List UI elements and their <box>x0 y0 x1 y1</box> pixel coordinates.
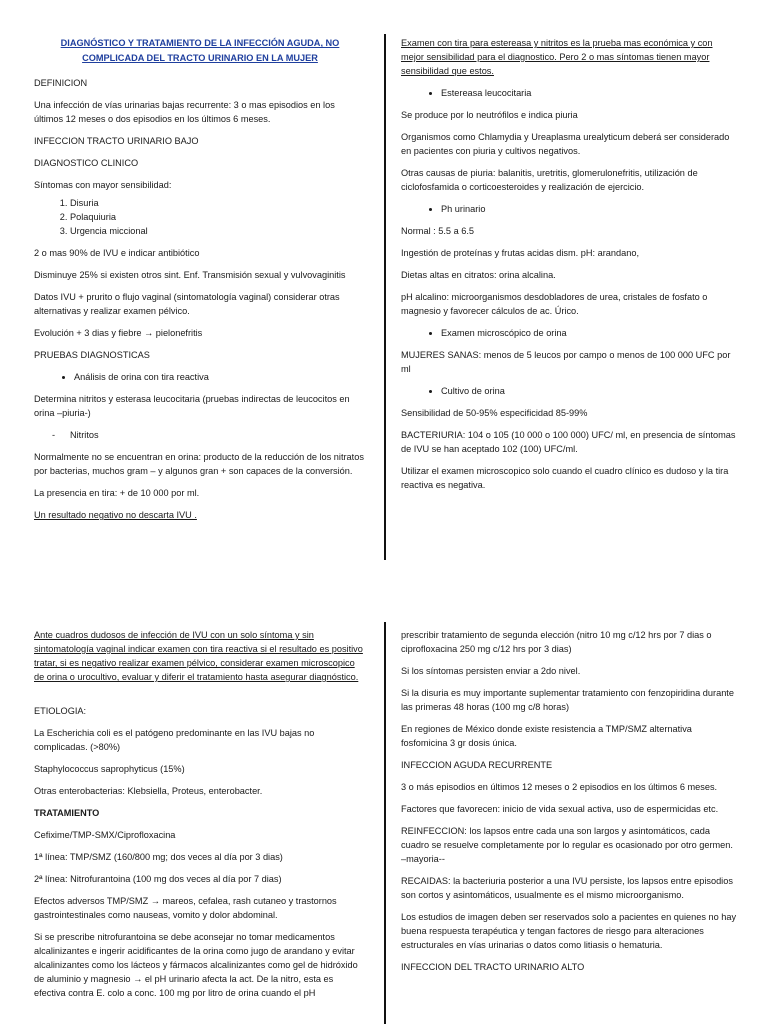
heading-itu-bajo: INFECCION TRACTO URINARIO BAJO <box>34 136 199 146</box>
paragraph: BACTERIURIA: 104 o 105 (10 000 o 100 000) UFC/ ml, en presencia de síntomas de IVU se han aceptado 102 (100) UFC/ml. <box>401 430 736 454</box>
dash-list <box>34 428 366 442</box>
paragraph-underlined: Examen con tira para estereasa y nitritos es la prueba mas económica y con mejor sensibilidad para el diagnostico. Pero 2 o mas síntomas tienen mayor sensibilidad que estos. <box>401 38 713 76</box>
page-2 <box>0 600 768 1024</box>
page-1-left-column <box>34 36 366 530</box>
paragraph: Los estudios de imagen deben ser reservados solo a pacientes en quienes no hay buena respuesta terapéutica y tengan factores de riesgo para alteraciones estructurales en vías urinarias o datos como litiasis o hematuria. <box>401 912 737 950</box>
bullet-list <box>401 202 737 216</box>
paragraph: Disminuye 25% si existen otros sint. Enf. Transmisión sexual y vulvovaginitis <box>34 270 346 280</box>
bullet-list <box>401 384 737 398</box>
paragraph: Datos IVU + prurito o flujo vaginal (sintomatología vaginal) considerar otras alternativas y realizar examen pélvico. <box>34 292 340 316</box>
paragraph: Efectos adversos TMP/SMZ → mareos, cefalea, rash cutaneo y trastornos gastrointestinales como nauseas, vomito y dolor abdominal. <box>34 896 337 920</box>
paragraph: Una infección de vías urinarias bajas recurrente: 3 o mas episodios en los últimos 12 meses o dos episodios en los últimos 6 meses. <box>34 100 335 124</box>
paragraph: Se produce por lo neutrófilos e indica piuria <box>401 110 578 120</box>
heading-tratamiento: TRATAMIENTO <box>34 808 100 818</box>
paragraph: Cefixime/TMP-SMX/Ciprofloxacina <box>34 830 176 840</box>
bullet-list <box>401 86 737 100</box>
paragraph-underlined: Ante cuadros dudosos de infección de IVU con un solo síntoma y sin sintomatología vaginal indicar examen con tira reactiva si el resultado es positivo tratar, si es negativo realizar examen pélvico, considerar examen microscopico de orina o urocultivo, evaluar y diferir el tratamiento hasta asegurar diagnóstico. <box>34 630 363 682</box>
paragraph: Dietas altas en citratos: orina alcalina. <box>401 270 556 280</box>
column-divider <box>384 622 386 1024</box>
paragraph: 2 o mas 90% de IVU e indicar antibiótico <box>34 248 200 258</box>
paragraph: La presencia en tira: + de 10 000 por ml. <box>34 488 200 498</box>
paragraph: Organismos como Chlamydia y Ureaplasma urealyticum deberá ser considerado en pacientes con piuria y cultivos negativos. <box>401 132 730 156</box>
bullet-list <box>34 370 366 384</box>
list-item: 3. Urgencia miccional <box>70 224 366 238</box>
paragraph: 3 o más episodios en últimos 12 meses o 2 episodios en los últimos 6 meses. <box>401 782 718 792</box>
paragraph: REINFECCION: los lapsos entre cada una son largos y asintomáticos, cada cuadro se resuelve completamente por lo regular es ocasionado por otro germen. –mayoria-- <box>401 826 733 864</box>
paragraph: Determina nitritos y esterasa leucocitaria (pruebas indirectas de leucocitos en orina –piuria-) <box>34 394 350 418</box>
page-2-right-column <box>401 628 737 982</box>
paragraph: Si los síntomas persisten enviar a 2do nivel. <box>401 666 581 676</box>
paragraph: Normalmente no se encuentran en orina: producto de la reducción de los nitratos por bacterias, muchos gram – y algunos gran + son capaces de la conversión. <box>34 452 364 476</box>
heading-pruebas: PRUEBAS DIAGNOSTICAS <box>34 350 150 360</box>
paragraph: Sensibilidad de 50-95% especificidad 85-99% <box>401 408 588 418</box>
paragraph: Si se prescribe nitrofurantoina se debe aconsejar no tomar medicamentos alcalinizantes e ingerir acidificantes de la orina como jugo de arandano y evitar alcalinizantes como los lácteos y fármacos alcalinizantes como gel de hidróxido de aluminio y magnesio → el pH urinario afecta la act. De la nitro, esta es efectiva contra E. colo a conc. 100 mg por litro de orina cuando el pH <box>34 932 358 998</box>
paragraph: 2ª línea: Nitrofurantoina (100 mg dos veces al día por 7 dias) <box>34 874 282 884</box>
paragraph: prescribir tratamiento de segunda elección (nitro 10 mg c/12 hrs por 7 dias o ciprofloxacina 250 mg c/12 hrs por 3 dias) <box>401 630 712 654</box>
paragraph: Utilizar el examen microscopico solo cuando el cuadro clínico es dudoso y la tira reactiva es negativa. <box>401 466 729 490</box>
list-item: 2. Polaquiuria <box>70 210 366 224</box>
paragraph: Ingestión de proteínas y frutas acidas dism. pH: arandano, <box>401 248 639 258</box>
paragraph: Otras enterobacterias: Klebsiella, Proteus, enterobacter. <box>34 786 263 796</box>
paragraph: Si la disuria es muy importante suplementar tratamiento con fenzopiridina durante las primeras 48 horas (100 mg c/8 horas) <box>401 688 734 712</box>
document-title: DIAGNÓSTICO Y TRATAMIENTO DE LA INFECCIÓN AGUDA, NO COMPLICADA DEL TRACTO URINARIO EN LA MUJER <box>60 38 340 63</box>
heading-itu-alto: INFECCION DEL TRACTO URINARIO ALTO <box>401 962 585 972</box>
paragraph: Otras causas de piuria: balanitis, uretritis, glomerulonefritis, utilización de ciclofosfamida o corticoesteroides y realización de ejercicio. <box>401 168 698 192</box>
paragraph: 1ª línea: TMP/SMZ (160/800 mg; dos veces al día por 3 dias) <box>34 852 283 862</box>
bullet-list <box>401 326 737 340</box>
paragraph: En regiones de México donde existe resistencia a TMP/SMZ alternativa fosfomicina 3 gr dosis única. <box>401 724 692 748</box>
paragraph: RECAIDAS: la bacteriuria posterior a una IVU persiste, los lapsos entre episodios son cortos y asintomáticos, usualmente es el mismo microorganismo. <box>401 876 733 900</box>
list-item: • Estereasa leucocitaria <box>441 86 737 100</box>
paragraph: pH alcalino: microorganismos desdobladores de urea, cristales de fosfato o magnesio y favorecer cálculos de ac. Úrico. <box>401 292 708 316</box>
list-item: • Ph urinario <box>441 202 737 216</box>
heading-etiologia: ETIOLOGIA: <box>34 706 87 716</box>
heading-recurrente: INFECCION AGUDA RECURRENTE <box>401 760 553 770</box>
list-item: • Examen microscópico de orina <box>441 326 737 340</box>
page-1-right-column <box>401 36 737 500</box>
paragraph-underlined: Un resultado negativo no descarta IVU . <box>34 510 197 520</box>
list-item: • Análisis de orina con tira reactiva <box>74 370 366 384</box>
column-divider <box>384 34 386 560</box>
paragraph: Síntomas con mayor sensibilidad: <box>34 180 172 190</box>
symptoms-list <box>34 196 366 238</box>
heading-diagnostico-clinico: DIAGNOSTICO CLINICO <box>34 158 139 168</box>
list-item: - Nitritos <box>52 428 366 442</box>
list-item: 1. Disuria <box>70 196 366 210</box>
paragraph: MUJERES SANAS: menos de 5 leucos por campo o menos de 100 000 UFC por ml <box>401 350 731 374</box>
heading-definicion: DEFINICION <box>34 78 88 88</box>
list-item: • Cultivo de orina <box>441 384 737 398</box>
paragraph: La Escherichia coli es el patógeno predominante en las IVU bajas no complicadas. (>80%) <box>34 728 315 752</box>
paragraph: Factores que favorecen: inicio de vida sexual activa, uso de espermicidas etc. <box>401 804 719 814</box>
paragraph: Staphylococcus saprophyticus (15%) <box>34 764 185 774</box>
paragraph: Evolución + 3 dias y fiebre → pielonefritis <box>34 328 203 338</box>
page-2-left-column <box>34 628 366 1008</box>
paragraph: Normal : 5.5 a 6.5 <box>401 226 475 236</box>
